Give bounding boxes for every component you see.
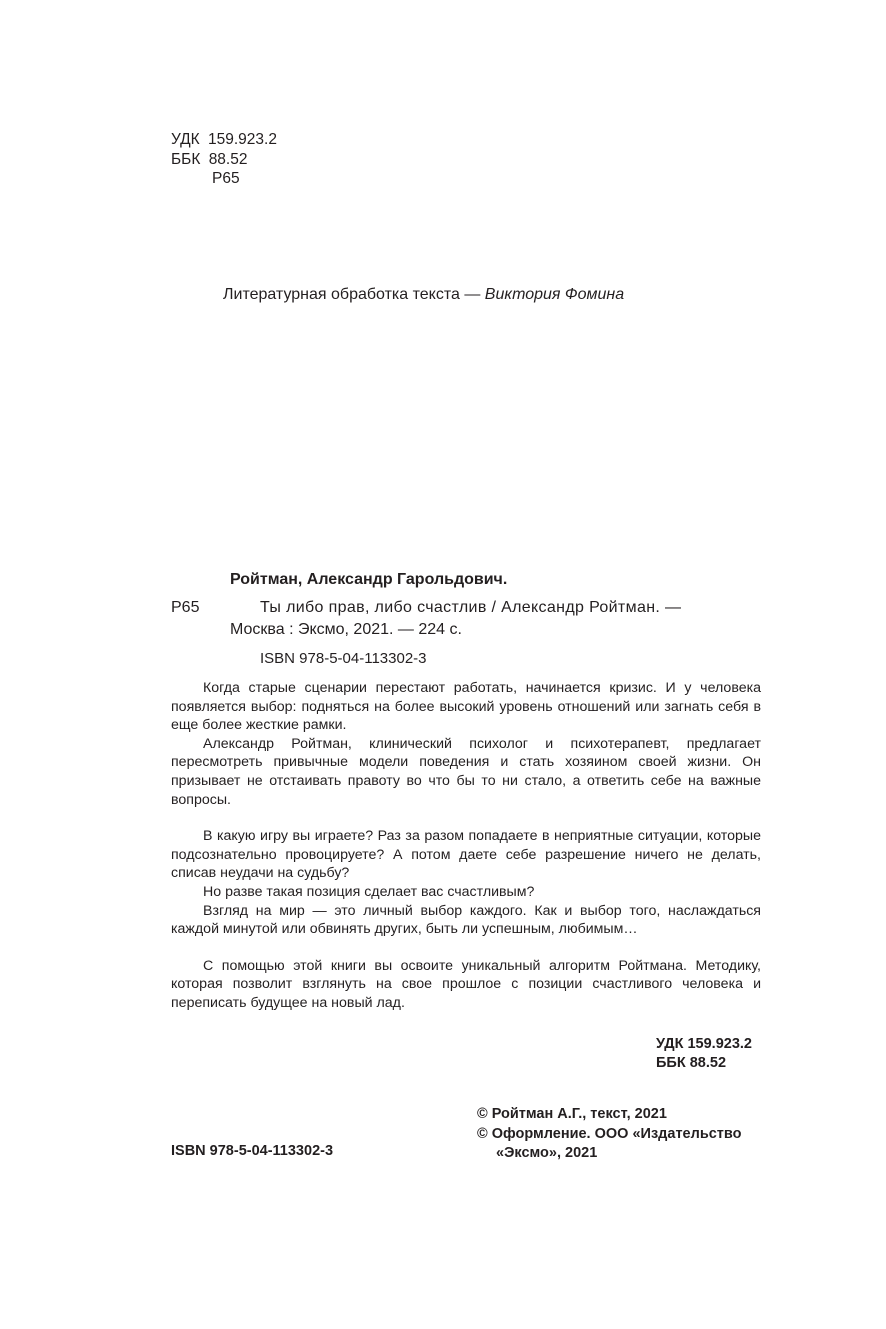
bbk-label: ББК [171, 150, 201, 168]
codes-bottom [656, 1035, 752, 1073]
copyright-publisher: «Эксмо», 2021 [496, 1145, 598, 1161]
annotation-paragraph: Взгляд на мир — это личный выбор каждого. Как и выбор того, наслаждаться каждой минутой или обвинять других, быть ли успешным, любимым… [171, 902, 761, 938]
author-heading: Ройтман, Александр Гарольдович. [230, 571, 508, 588]
annotation-paragraph: Когда старые сценарии перестают работать, начинается кризис. И у человека появляется выбор: подняться на более высокий уровень отношений или загнать себя в еще более жесткие рамки. [171, 680, 761, 734]
author-mark: Р65 [212, 170, 240, 187]
annotation [171, 679, 761, 1013]
record-imprint-line: Москва : Эксмо, 2021. — 224 с. [230, 621, 462, 638]
annotation-paragraph: Александр Ройтман, клинический психолог и психотерапевт, предлагает пересмотреть привычные модели поведения и стать хозяином своей жизни. Он призывает не отстаивать правоту во что бы то ни стало, а ответить себе на важные вопросы. [171, 735, 761, 808]
record-title-line: Ты либо прав, либо счастлив / Александр Ройтман. — [260, 599, 682, 616]
bbk-value: 88.52 [208, 150, 248, 168]
copyright-design: © Оформление. ООО «Издательство [477, 1125, 742, 1142]
udk-value: 159.923.2 [208, 131, 277, 148]
record-isbn: ISBN 978-5-04-113302-3 [260, 650, 427, 667]
annotation-paragraph: С помощью этой книги вы освоите уникальный алгоритм Ройтмана. Методику, которая позволит взглянуть на свое прошлое с позиции счастливого человека и переписать будущее на новый лад. [171, 957, 761, 1011]
copyright-author: © Ройтман А.Г., текст, 2021 [477, 1106, 667, 1122]
udk-label: УДК [171, 131, 200, 148]
copyright-block [477, 1105, 741, 1164]
annotation-paragraph: В какую игру вы играете? Раз за разом попадаете в неприятные ситуации, которые подсознательно провоцируете? А потом даете себе разрешение ничего не делать, списав неудачи на судьбу? [171, 828, 761, 882]
udk-bottom: УДК 159.923.2 [656, 1036, 752, 1052]
classification-block [171, 130, 277, 189]
bbk-bottom: ББК 88.52 [656, 1055, 727, 1071]
editor-credit [223, 286, 624, 304]
editor-name: Виктория Фомина [484, 286, 625, 303]
isbn-footer: ISBN 978-5-04-113302-3 [171, 1143, 334, 1159]
record-author-mark: Р65 [171, 599, 200, 616]
annotation-paragraph: Но разве такая позиция сделает вас счастливым? [203, 883, 535, 900]
record-description [230, 597, 762, 641]
credit-prefix: Литературная обработка текста — [223, 286, 485, 303]
udk-line [171, 130, 277, 150]
bbk-line [171, 150, 277, 170]
